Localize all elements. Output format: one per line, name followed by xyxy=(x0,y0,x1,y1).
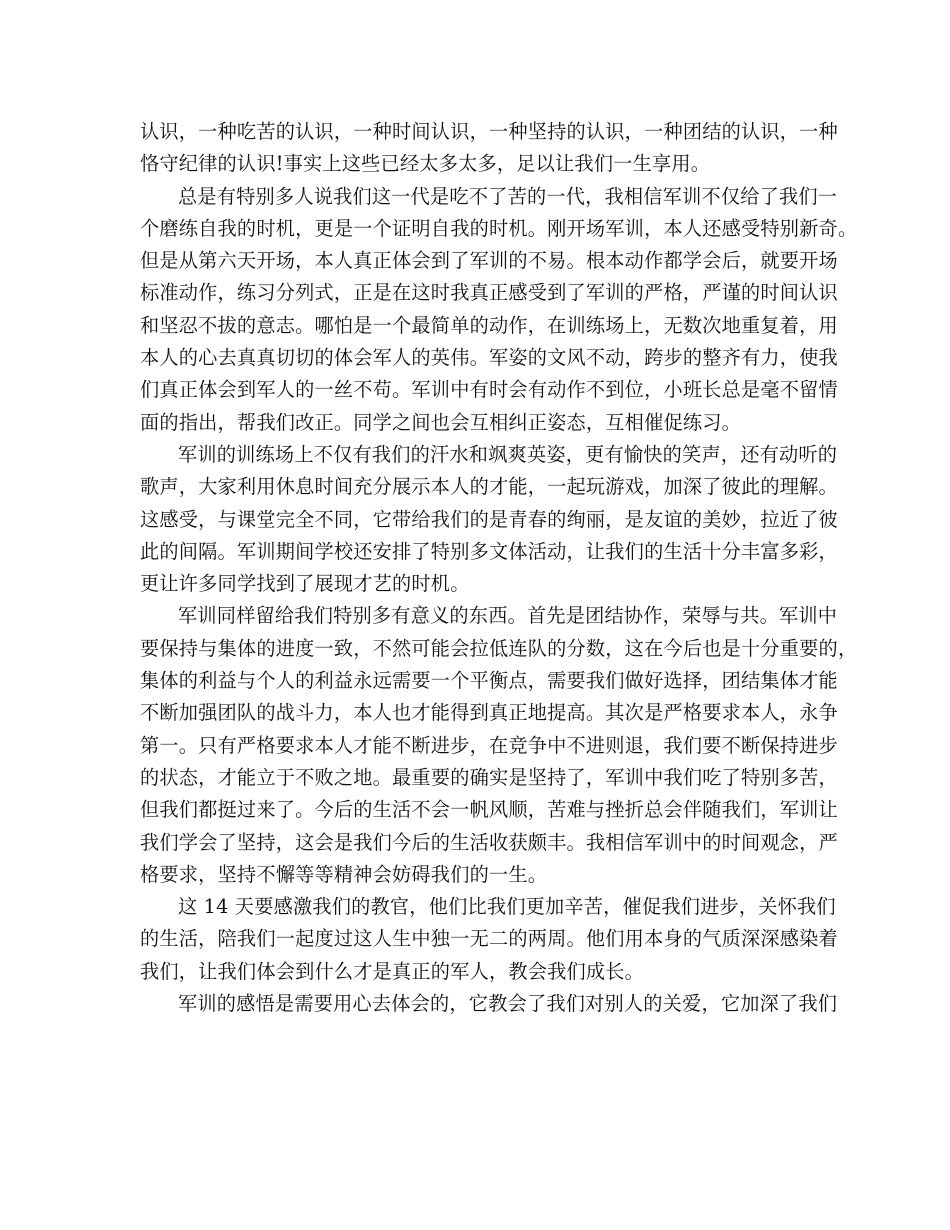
text-line: 我们，让我们体会到什么才是真正的军人，教会我们成长。 xyxy=(140,959,645,983)
text-line: 面的指出，帮我们改正。同学之间也会互相纠正姿态，互相催促练习。 xyxy=(140,410,742,434)
text-line: 集体的利益与个人的利益永远需要一个平衡点，需要我们做好选择，团结集体才能 xyxy=(140,669,838,693)
text-line: 们真正体会到军人的一丝不苟。军训中有时会有动作不到位，小班长总是毫不留情 xyxy=(140,378,838,402)
text-line: 要保持与集体的进度一致，不然可能会拉低连队的分数，这在今后也是十分重要的， xyxy=(140,636,858,660)
paragraph-first-line: 军训的感悟是需要用心去体会的，它教会了我们对别人的关爱，它加深了我们 xyxy=(178,992,838,1016)
text-line: 本人的心去真真切切的体会军人的英伟。军姿的文风不动，跨步的整齐有力，使我 xyxy=(140,346,838,370)
text-line: 的生活，陪我们一起度过这人生中独一无二的两周。他们用本身的气质深深感染着 xyxy=(140,927,838,951)
text-line: 和坚忍不拔的意志。哪怕是一个最简单的动作，在训练场上，无数次地重复着，用 xyxy=(140,313,838,337)
text-line: 不断加强团队的战斗力，本人也才能得到真正地提高。其次是严格要求本人，永争 xyxy=(140,701,838,725)
paragraph-first-line: 总是有特别多人说我们这一代是吃不了苦的一代，我相信军训不仅给了我们一 xyxy=(178,184,838,208)
paragraph-first-line: 这 14 天要感激我们的教官，他们比我们更加辛苦，催促我们进步，关怀我们 xyxy=(178,895,836,919)
text-line: 恪守纪律的认识!事实上这些已经太多太多，足以让我们一生享用。 xyxy=(140,152,711,176)
text-line: 第一。只有严格要求本人才能不断进步，在竞争中不进则退，我们要不断保持进步 xyxy=(140,733,838,757)
paragraph-first-line: 军训同样留给我们特别多有意义的东西。首先是团结协作，荣辱与共。军训中 xyxy=(178,604,838,628)
paragraph-first-line: 军训的训练场上不仅有我们的汗水和飒爽英姿，更有愉快的笑声，还有动听的 xyxy=(178,442,838,466)
text-line: 此的间隔。军训期间学校还安排了特别多文体活动，让我们的生活十分丰富多彩， xyxy=(140,539,838,563)
text-line: 这感受，与课堂完全不同，它带给我们的是青春的绚丽，是友谊的美妙，拉近了彼 xyxy=(140,507,838,531)
text-line: 的状态，才能立于不败之地。最重要的确实是坚持了，军训中我们吃了特别多苦， xyxy=(140,765,838,789)
text-line: 标准动作，练习分列式，正是在这时我真正感受到了军训的严格，严谨的时间认识 xyxy=(140,281,838,305)
text-line: 歌声，大家利用休息时间充分展示本人的才能，一起玩游戏，加深了彼此的理解。 xyxy=(140,475,838,499)
text-line: 我们学会了坚持，这会是我们今后的生活收获颇丰。我相信军训中的时间观念，严 xyxy=(140,830,838,854)
text-line: 个磨练自我的时机，更是一个证明自我的时机。刚开场军训，本人还感受特别新奇。 xyxy=(140,216,858,240)
text-line: 但我们都挺过来了。今后的生活不会一帆风顺，苦难与挫折总会伴随我们，军训让 xyxy=(140,798,838,822)
document-body xyxy=(140,116,858,1020)
text-line: 认识，一种吃苦的认识，一种时间认识，一种坚持的认识，一种团结的认识，一种 xyxy=(140,120,838,143)
text-line: 更让许多同学找到了展现才艺的时机。 xyxy=(140,572,470,596)
text-line: 格要求，坚持不懈等等精神会妨碍我们的一生。 xyxy=(140,862,548,886)
text-line: 但是从第六天开场，本人真正体会到了军训的不易。根本动作都学会后，就要开场 xyxy=(140,249,838,273)
